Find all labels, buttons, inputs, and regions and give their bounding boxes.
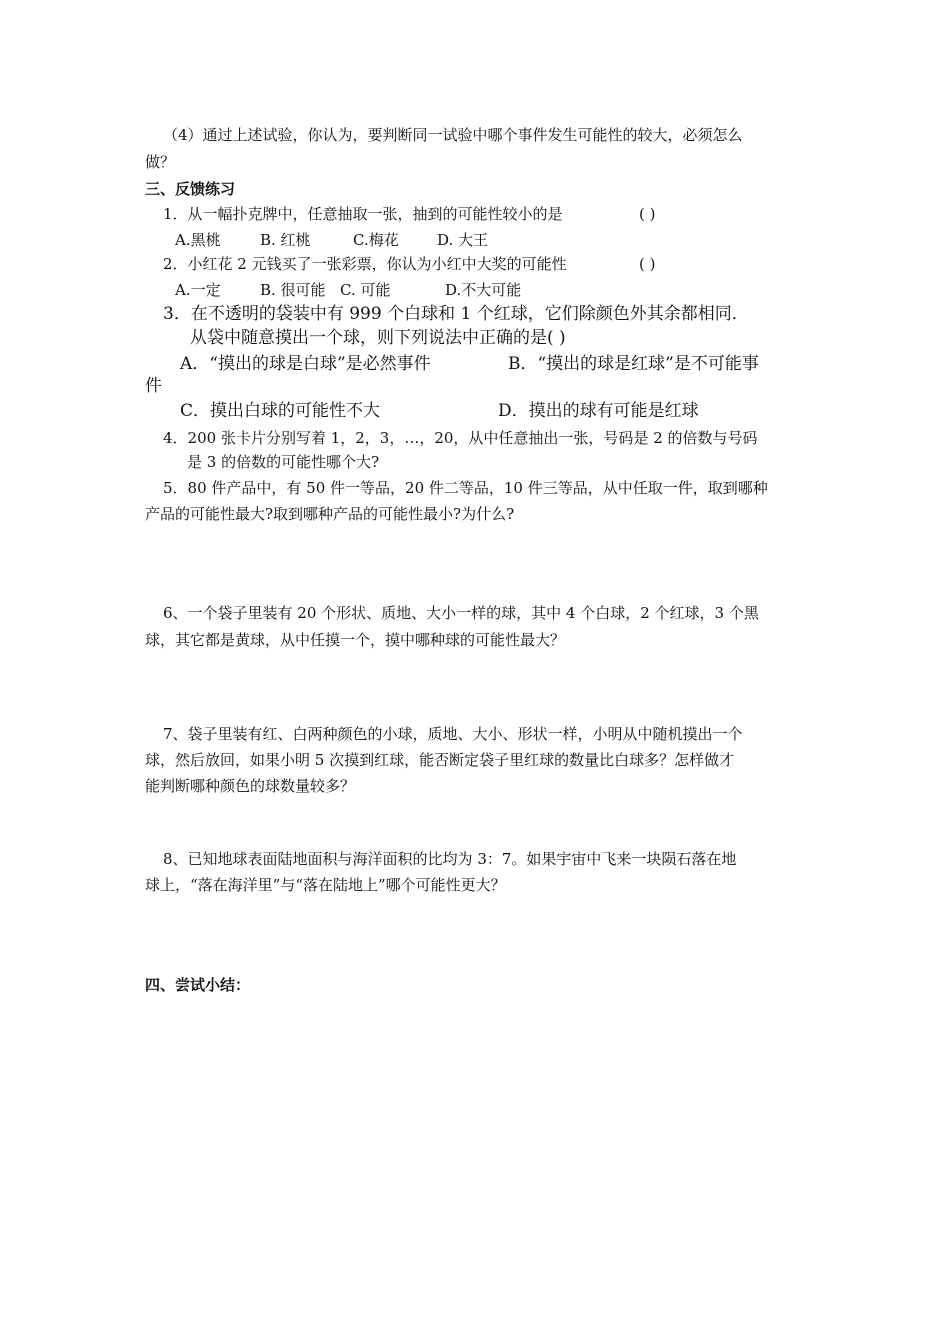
problem3-option-b-wrap: 件 [145, 376, 162, 396]
problem2-option-a: A.一定 [175, 281, 221, 299]
problem4-line1: 4．200 张卡片分别写着 1，2，3，…，20，从中任意抽出一张，号码是 2 的倍数与号码 [163, 429, 758, 447]
problem5-line2: 产品的可能性最大?取到哪种产品的可能性最小?为什么? [145, 505, 515, 523]
problem1-option-a: A.黑桃 [175, 231, 221, 249]
problem3-option-b: B．“摸出的球是红球”是不可能事 [508, 354, 759, 374]
problem1-answer-paren: ( ) [639, 205, 656, 223]
problem3-line1: 3．在不透明的袋装中有 999 个白球和 1 个红球，它们除颜色外其余都相同． [163, 304, 749, 324]
problem2-option-c: C. 可能 [340, 281, 391, 299]
problem3-option-a: A．“摸出的球是白球”是必然事件 [180, 354, 431, 374]
problem1-stem [163, 203, 833, 225]
problem2-option-d: D.不大可能 [445, 281, 522, 299]
problem1-option-d: D. 大王 [437, 231, 489, 249]
problem5-line1: 5．80 件产品中，有 50 件一等品，20 件二等品，10 件三等品，从中任取一件，取到哪种 [163, 479, 768, 497]
problem2-stem [163, 253, 833, 275]
problem3-option-d: D．摸出的球有可能是红球 [498, 401, 699, 421]
problem3-options-cd [180, 398, 850, 424]
problem2-option-b: B. 很可能 [260, 281, 326, 299]
problem3-option-c: C．摸出白球的可能性不大 [180, 401, 381, 421]
problem2-stem-text: 2．小红花 2 元钱买了一张彩票，你认为小红中大奖的可能性 [163, 255, 567, 273]
q4-line2: 做？ [145, 153, 176, 171]
problem4-line2: 是 3 的倍数的可能性哪个大? [187, 453, 380, 471]
problem1-stem-text: 1．从一幅扑克牌中，任意抽取一张，抽到的可能性较小的是 [163, 205, 563, 223]
section4-title: 四、尝试小结： [145, 976, 251, 994]
problem6-line2: 球，其它都是黄球，从中任摸一个，摸中哪种球的可能性最大？ [145, 631, 566, 649]
problem8-line2: 球上，“落在海洋里”与“落在陆地上”哪个可能性更大？ [145, 876, 506, 894]
problem6-line1: 6、一个袋子里装有 20 个形状、质地、大小一样的球，其中 4 个白球，2 个红球，3 个黑 [163, 604, 759, 622]
section3-title: 三、反馈练习 [145, 180, 236, 198]
problem8-line1: 8、已知地球表面陆地面积与海洋面积的比均为 3：7。如果宇宙中飞来一块陨石落在地 [163, 850, 737, 868]
problem7-line2: 球，然后放回，如果小明 5 次摸到红球，能否断定袋子里红球的数量比白球多？怎样做才 [145, 751, 735, 769]
problem3-line2: 从袋中随意摸出一个球，则下列说法中正确的是( ) [190, 328, 566, 348]
q4-line1: （4）通过上述试验，你认为，要判断同一试验中哪个事件发生可能性的较大，必须怎么 [163, 126, 743, 144]
problem7-line3: 能判断哪种颜色的球数量较多？ [145, 777, 356, 795]
problem1-option-b: B. 红桃 [260, 231, 311, 249]
problem7-line1: 7、袋子里装有红、白两种颜色的小球，质地、大小、形状一样，小明从中随机摸出一个 [163, 725, 743, 743]
problem2-answer-paren: ( ) [639, 255, 656, 273]
problem1-option-c: C.梅花 [353, 231, 399, 249]
